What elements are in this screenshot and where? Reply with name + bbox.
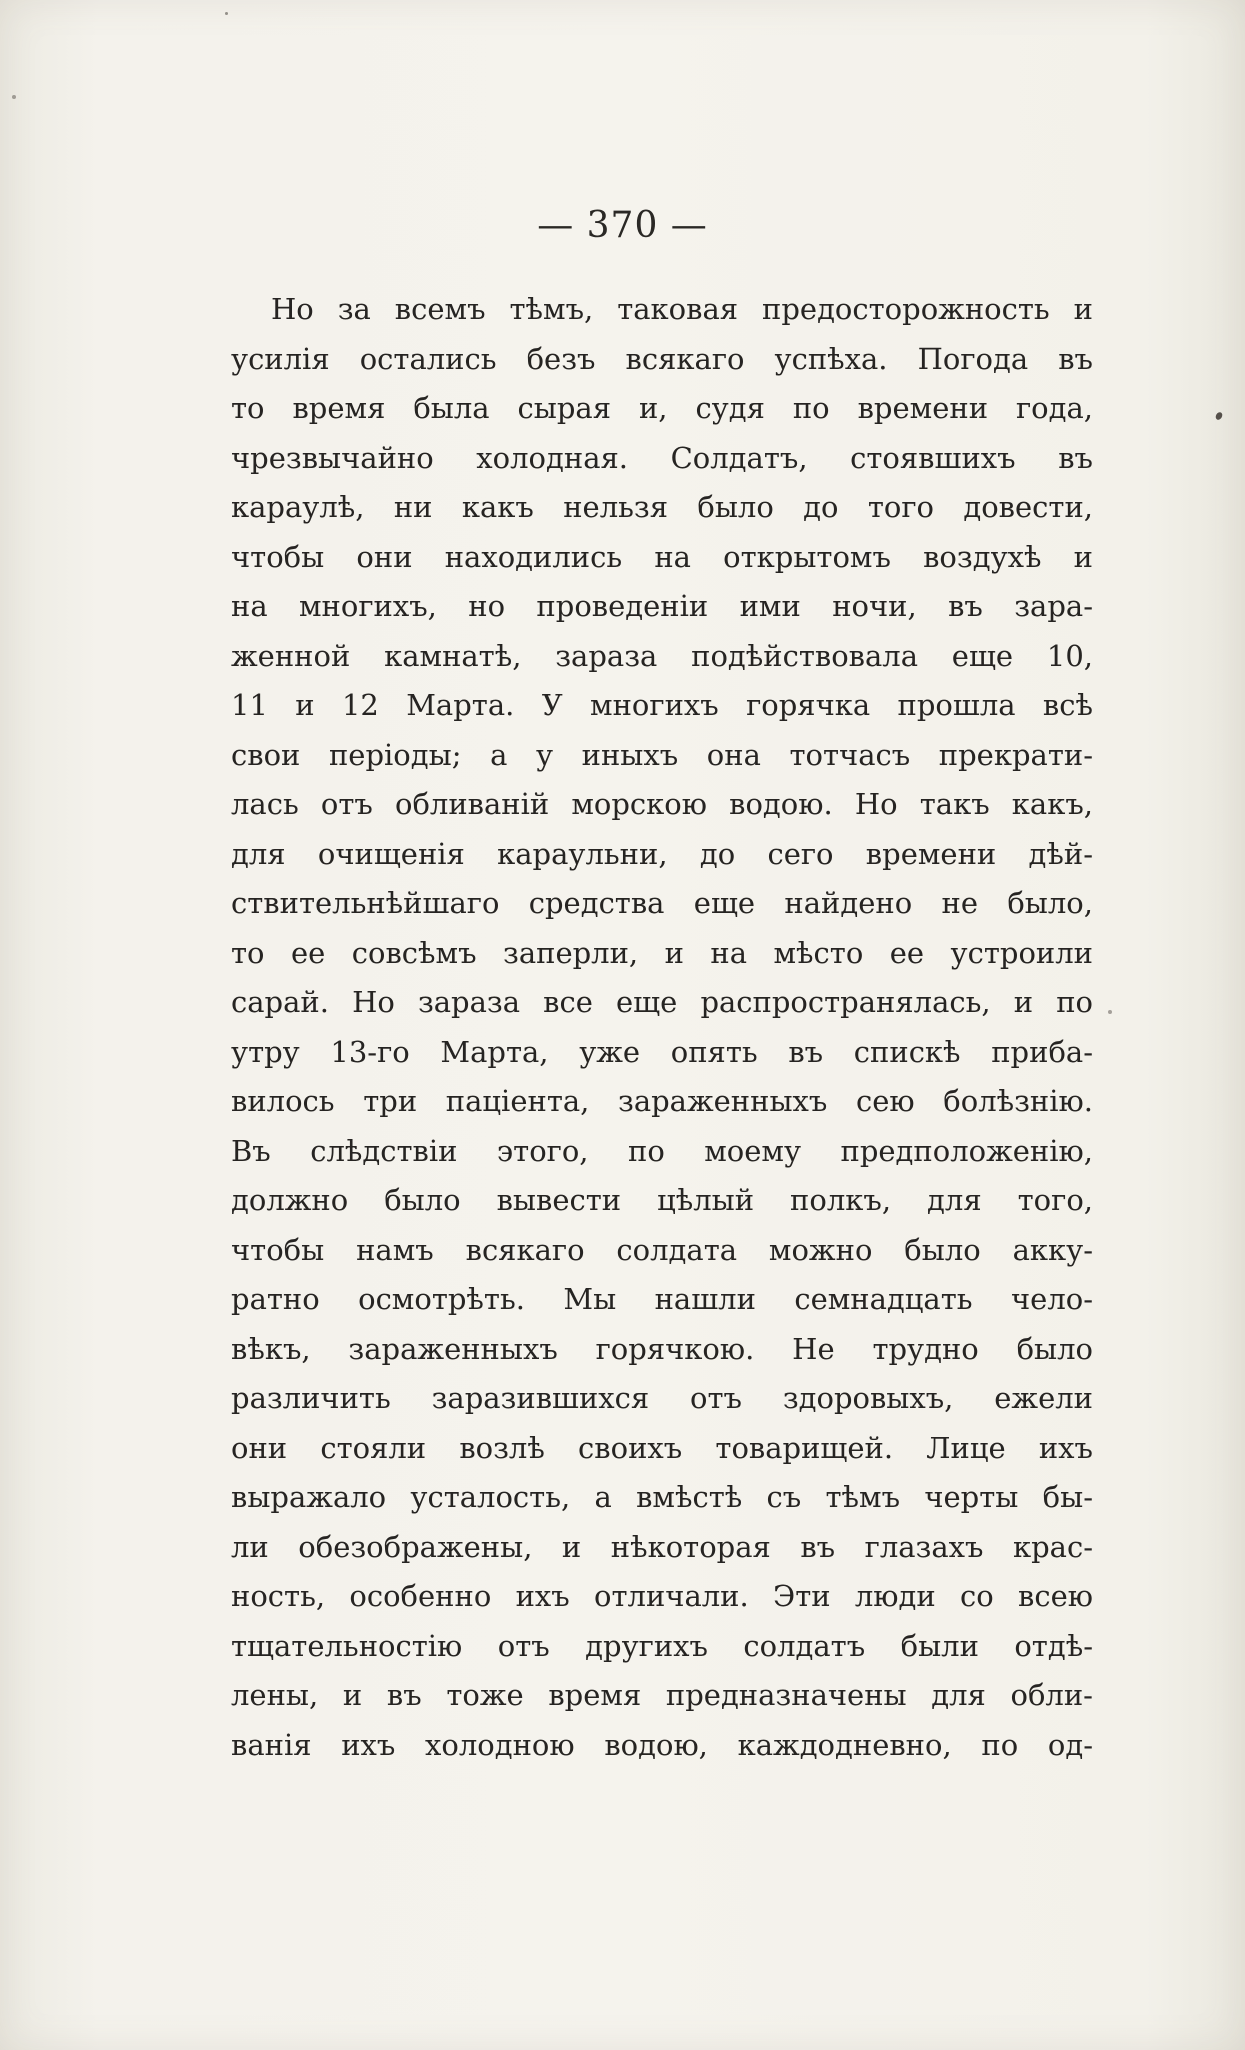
text-line: чрезвычайно холодная. Солдатъ, стоявшихъ въ xyxy=(231,440,1093,475)
text-line: то время была сырая и, судя по времени года, xyxy=(231,391,1093,425)
text-line: усилія остались безъ всякаго успѣха. Погода въ xyxy=(231,341,1093,376)
text-line: чтобы они находились на открытомъ воздухѣ и xyxy=(231,539,1093,574)
text-line: чтобы намъ всякаго солдата можно было акку- xyxy=(231,1232,1093,1267)
text-line: вилось три паціента, зараженныхъ сею болѣзнію. xyxy=(231,1084,1093,1118)
ink-speck xyxy=(12,95,16,99)
text-line: сарай. Но зараза все еще распространялась, и по xyxy=(231,985,1093,1019)
text-line: различить заразившихся отъ здоровыхъ, ежели xyxy=(231,1381,1093,1415)
text-line: вѣкъ, зараженныхъ горячкою. Не трудно было xyxy=(231,1331,1093,1366)
text-line: то ее совсѣмъ заперли, и на мѣсто ее устроили xyxy=(231,935,1093,970)
text-line: для очищенія караульни, до сего времени дѣй- xyxy=(231,836,1093,871)
text-line: 11 и 12 Марта. У многихъ горячка прошла всѣ xyxy=(231,688,1093,722)
ink-speck xyxy=(225,12,228,15)
text-line: Но за всемъ тѣмъ, таковая предосторожность и xyxy=(271,292,1093,326)
text-line: должно было вывести цѣлый полкъ, для того, xyxy=(231,1183,1093,1217)
text-line: женной камнатѣ, зараза подѣйствовала еще 10, xyxy=(231,638,1093,673)
text-line: лась отъ обливаній морскою водою. Но такъ какъ, xyxy=(231,787,1093,821)
text-line: ванія ихъ холодною водою, каждодневно, по од- xyxy=(231,1727,1093,1762)
ink-speck xyxy=(1214,411,1223,421)
text-line: на многихъ, но проведеніи ими ночи, въ зара- xyxy=(231,589,1093,623)
body-text xyxy=(231,285,1093,1770)
text-line: свои періоды; а у иныхъ она тотчасъ прекрати- xyxy=(231,737,1093,772)
text-line: ратно осмотрѣть. Мы нашли семнадцать чело- xyxy=(231,1282,1093,1316)
text-line: они стояли возлѣ своихъ товарищей. Лице ихъ xyxy=(231,1430,1093,1465)
text-line: ность, особенно ихъ отличали. Эти люди со всею xyxy=(231,1579,1093,1613)
text-line: тщательностію отъ другихъ солдатъ были отдѣ- xyxy=(231,1628,1093,1663)
text-line: выражало усталость, а вмѣстѣ съ тѣмъ черты бы- xyxy=(231,1480,1093,1514)
ink-speck xyxy=(1108,1010,1112,1014)
text-line: караулѣ, ни какъ нельзя было до того довести, xyxy=(231,490,1093,524)
page-number: — 370 — xyxy=(537,205,708,246)
text-line: утру 13-го Марта, уже опять въ спискѣ приба- xyxy=(231,1034,1093,1069)
text-line: ли обезображены, и нѣкоторая въ глазахъ крас- xyxy=(231,1529,1093,1564)
text-line: ствительнѣйшаго средства еще найдено не было, xyxy=(231,886,1093,920)
text-line: Въ слѣдствіи этого, по моему предположенію, xyxy=(231,1133,1093,1168)
text-line: лены, и въ тоже время предназначены для обли- xyxy=(231,1678,1093,1712)
